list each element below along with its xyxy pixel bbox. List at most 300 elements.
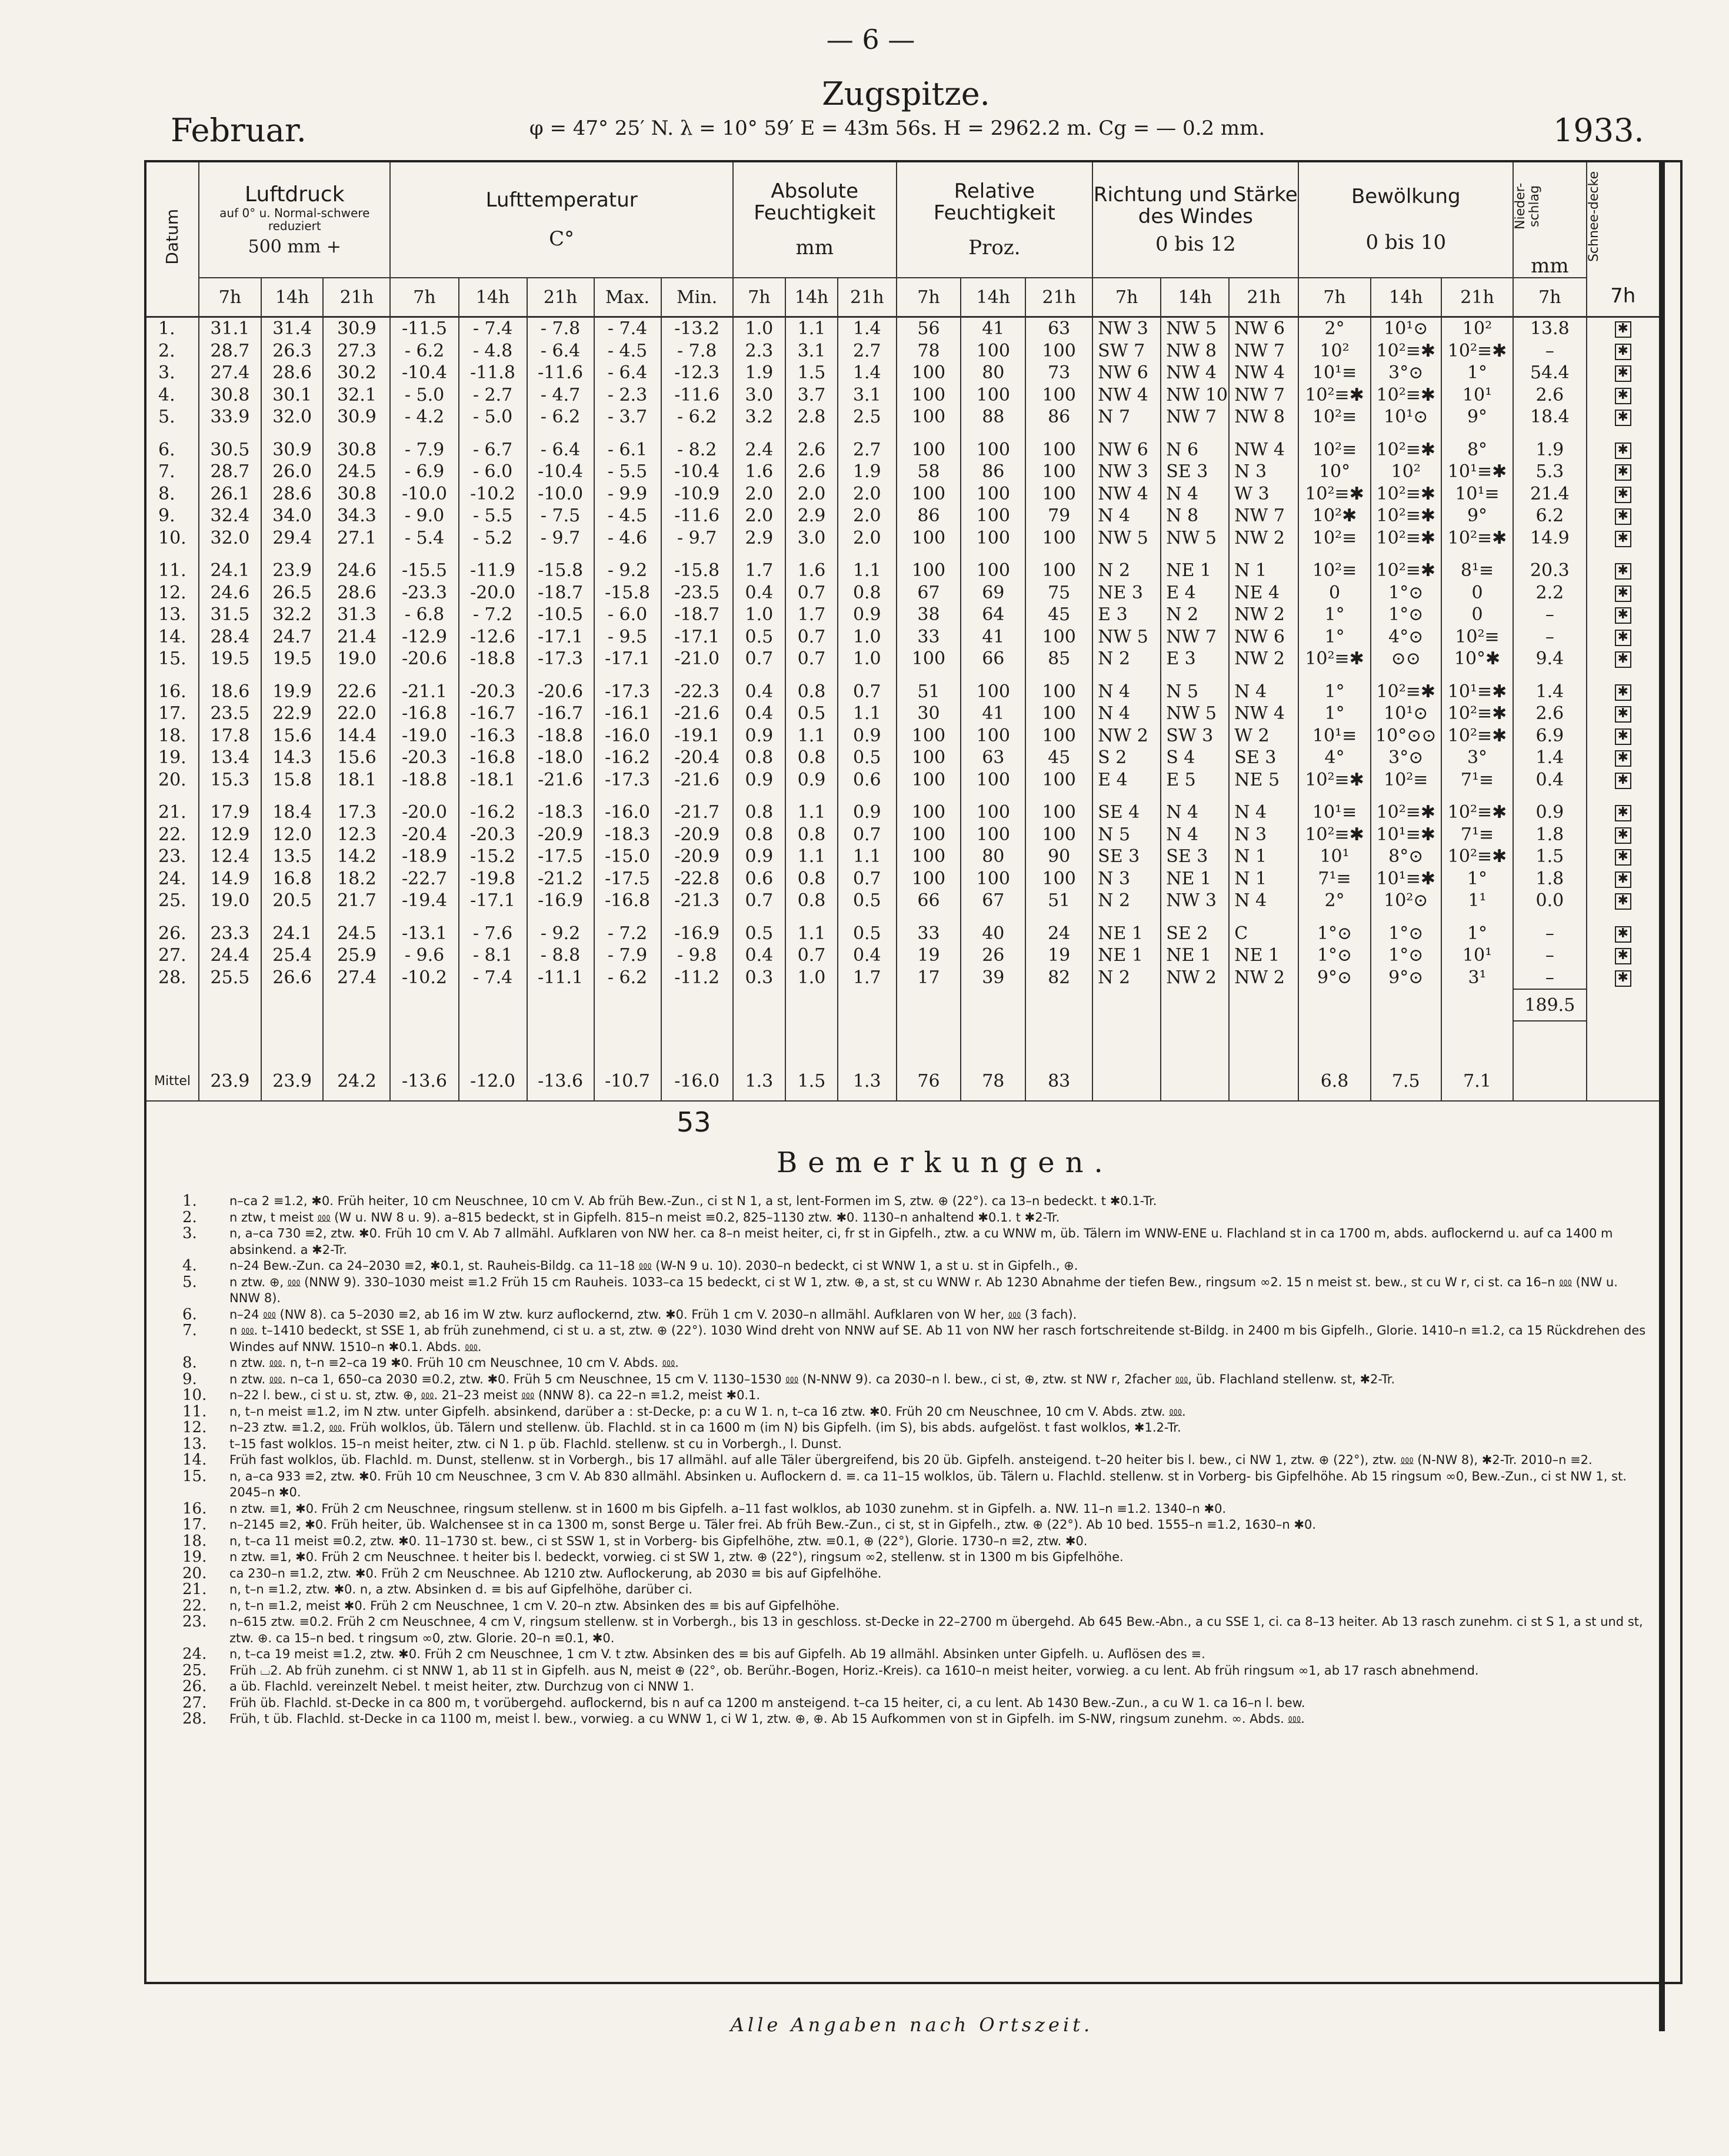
cell-snow <box>1587 769 1659 791</box>
cell-t14: -16.7 <box>459 703 527 725</box>
remark-text: n–22 l. bew., ci st u. st, ztw. ⊕, ⅏. 21–23 meist ⅏ (NNW 8). ca 22–n ≡1.2, meist ✱0.1. <box>229 1388 761 1402</box>
cell-t21: -15.8 <box>527 560 594 582</box>
cell-t14: -20.0 <box>459 582 527 604</box>
cell-t21: -11.1 <box>527 967 594 990</box>
cell-a14: 2.0 <box>785 483 838 505</box>
cell-t7: - 5.0 <box>390 384 458 407</box>
cell-c14: ⊙⊙ <box>1371 648 1441 670</box>
cell-p7: 28.7 <box>199 340 261 362</box>
cell-a7: 0.9 <box>733 725 785 747</box>
remark-text: n–ca 2 ≡1.2, ✱0. Früh heiter, 10 cm Neuschnee, 10 cm V. Ab früh Bew.-Zun., ci st N 1, a st, lent-Formen im S, ztw. ⊕ (22°). ca 13–n bedeckt. t ✱0.1-Tr. <box>229 1194 1157 1208</box>
cell-a21: 0.9 <box>838 801 896 824</box>
table-row <box>146 439 1659 461</box>
mittel-c7: 6.8 <box>1298 1062 1370 1101</box>
cell-p7: 30.8 <box>199 384 261 407</box>
cell-c21: 3¹ <box>1441 967 1513 990</box>
cell-t21: - 9.2 <box>527 923 594 945</box>
remark-day: 15. <box>182 1467 207 1485</box>
cell-p7: 13.4 <box>199 747 261 769</box>
cell-a21: 0.5 <box>838 890 896 912</box>
cell-a7: 2.4 <box>733 439 785 461</box>
cell-day: 26. <box>158 923 186 944</box>
cell-a21: 1.4 <box>838 317 896 340</box>
cell-p7: 24.1 <box>199 560 261 582</box>
cell-a14: 0.8 <box>785 890 838 912</box>
cell-a7: 0.4 <box>733 582 785 604</box>
cell-c14: 9°⊙ <box>1371 967 1441 990</box>
cell-w21: SE 3 <box>1229 747 1298 769</box>
cell-t7: -20.6 <box>390 648 458 670</box>
cell-p14: 29.4 <box>261 527 324 550</box>
cell-w7: NW 6 <box>1092 439 1161 461</box>
cell-t7: -22.7 <box>390 868 458 890</box>
cell-t14: -11.8 <box>459 362 527 384</box>
remark-text: Früh ⌴2. Ab früh zunehm. ci st NNW 1, ab 11 st in Gipfelh. aus N, meist ⊕ (22°, ob. Berühr.-Bogen, Horiz.-Kreis). ca 1610–n meist heiter, vorwieg. a cu lent. Ab früh ringsum ∞1, ab 17 rasch abnehmend. <box>229 1663 1479 1678</box>
cell-precip: 9.4 <box>1513 648 1586 670</box>
cell-c21: 0 <box>1441 604 1513 626</box>
cell-c7: 10¹≡ <box>1298 362 1370 384</box>
cell-c7: 1°⊙ <box>1298 944 1370 967</box>
remark-entry <box>182 1501 1647 1518</box>
cell-precip: 1.4 <box>1513 747 1586 769</box>
remark-day: 5. <box>182 1273 197 1291</box>
cell-r7: 100 <box>897 747 961 769</box>
cell-w21: NW 6 <box>1229 626 1298 648</box>
cell-w14: SE 3 <box>1161 461 1229 483</box>
cell-t21: -16.9 <box>527 890 594 912</box>
snow-cover-icon: ✱ <box>1615 442 1631 459</box>
cell-r14: 100 <box>961 868 1025 890</box>
cell-r21: 100 <box>1025 824 1092 846</box>
cell-snow <box>1587 483 1659 505</box>
cell-tmax: - 7.2 <box>594 923 661 945</box>
cell-tmax: -17.3 <box>594 681 661 703</box>
cell-tmax: -16.8 <box>594 890 661 912</box>
cell-precip: – <box>1513 340 1586 362</box>
cell-w14: N 6 <box>1161 439 1229 461</box>
remark-entry <box>182 1307 1647 1323</box>
cell-day: 3. <box>158 362 175 384</box>
cell-p14: 34.0 <box>261 505 324 527</box>
cell-p7: 14.9 <box>199 868 261 890</box>
cell-c21: 10²≡ <box>1441 626 1513 648</box>
cell-w21: NW 4 <box>1229 362 1298 384</box>
remark-text: n–24 ⅏ (NW 8). ca 5–2030 ≡2, ab 16 im W ztw. kurz auflockernd, ztw. ✱0. Früh 1 cm V. 2030–n allmähl. Aufklaren von W her, ⅏ (3 fach). <box>229 1307 1077 1322</box>
remark-day: 18. <box>182 1532 207 1550</box>
cell-t14: -18.8 <box>459 648 527 670</box>
mittel-t21: -13.6 <box>527 1062 594 1101</box>
snow-cover-icon: ✱ <box>1615 728 1631 745</box>
cell-t7: -12.9 <box>390 626 458 648</box>
cell-c14: 10¹⊙ <box>1371 317 1441 340</box>
cell-r7: 38 <box>897 604 961 626</box>
cell-w14: NW 5 <box>1161 317 1229 340</box>
cell-c7: 1°⊙ <box>1298 923 1370 945</box>
cell-day: 23. <box>158 846 186 867</box>
cell-tmin: -21.3 <box>661 890 733 912</box>
cell-c14: 10²≡✱ <box>1371 560 1441 582</box>
cell-empty <box>1371 989 1441 1021</box>
remark-day: 21. <box>182 1581 207 1598</box>
snow-cover-icon: ✱ <box>1615 365 1631 382</box>
cell-c14: 1°⊙ <box>1371 582 1441 604</box>
cell-t14: -20.3 <box>459 681 527 703</box>
snow-cover-icon: ✱ <box>1615 344 1631 360</box>
cell-c7: 10² <box>1298 340 1370 362</box>
cell-c7: 4° <box>1298 747 1370 769</box>
hour-7: 7h <box>897 278 961 317</box>
cell-t14: -19.8 <box>459 868 527 890</box>
cell-w21: N 1 <box>1229 560 1298 582</box>
cell-r7: 100 <box>897 483 961 505</box>
cell-p14: 16.8 <box>261 868 324 890</box>
cell-a21: 1.1 <box>838 846 896 868</box>
cell-c14: 10²≡✱ <box>1371 340 1441 362</box>
cell-w14: NW 3 <box>1161 890 1229 912</box>
cell-tmin: -21.6 <box>661 769 733 791</box>
table-row <box>146 944 1659 967</box>
table-row <box>146 461 1659 483</box>
cell-day: 19. <box>158 747 186 768</box>
cell-a14: 0.8 <box>785 681 838 703</box>
cell-r14: 86 <box>961 461 1025 483</box>
cell-t14: - 7.4 <box>459 967 527 990</box>
remark-day: 16. <box>182 1499 207 1518</box>
mittel-a21: 1.3 <box>838 1062 896 1101</box>
cell-c14: 10²≡✱ <box>1371 801 1441 824</box>
cell-p21: 21.4 <box>323 626 390 648</box>
cell-w14: SW 3 <box>1161 725 1229 747</box>
cell-r14: 100 <box>961 824 1025 846</box>
remark-entry <box>182 1695 1647 1712</box>
cell-day: 15. <box>158 648 186 670</box>
mittel-w7 <box>1092 1062 1161 1101</box>
cell-w21: NW 2 <box>1229 967 1298 990</box>
cell-w21: N 3 <box>1229 824 1298 846</box>
cell-a21: 0.8 <box>838 582 896 604</box>
cell-precip: 1.9 <box>1513 439 1586 461</box>
cell-t7: - 5.4 <box>390 527 458 550</box>
hour-14: 14h <box>961 278 1025 317</box>
cell-day: 20. <box>158 769 186 790</box>
cell-c14: 10²≡✱ <box>1371 505 1441 527</box>
cell-tmax: - 5.5 <box>594 461 661 483</box>
cell-a14: 3.0 <box>785 527 838 550</box>
table-row <box>146 317 1659 340</box>
cell-c7: 1° <box>1298 703 1370 725</box>
cell-w14: NW 5 <box>1161 703 1229 725</box>
remark-day: 7. <box>182 1322 197 1339</box>
cell-a21: 2.0 <box>838 527 896 550</box>
cell-snow <box>1587 681 1659 703</box>
cell-day: 28. <box>158 967 186 989</box>
cell-r7: 100 <box>897 648 961 670</box>
cell-empty <box>661 989 733 1021</box>
cell-p7: 31.1 <box>199 317 261 340</box>
cell-tmax: - 6.0 <box>594 604 661 626</box>
cell-p14: 18.4 <box>261 801 324 824</box>
table-row <box>146 703 1659 725</box>
cell-a14: 0.7 <box>785 626 838 648</box>
cell-w14: N 2 <box>1161 604 1229 626</box>
snow-cover-icon: ✱ <box>1615 948 1631 964</box>
cell-p21: 31.3 <box>323 604 390 626</box>
snow-cover-icon: ✱ <box>1615 464 1631 481</box>
remark-text: n ztw. ⅏. n, t–n ≡2–ca 19 ✱0. Früh 10 cm Neuschnee, 10 cm V. Abds. ⅏. <box>229 1356 679 1370</box>
cell-precip: 2.6 <box>1513 703 1586 725</box>
table-row <box>146 384 1659 407</box>
cell-empty <box>1298 989 1370 1021</box>
cell-p7: 18.6 <box>199 681 261 703</box>
cell-precip: 18.4 <box>1513 406 1586 428</box>
cell-a7: 2.9 <box>733 527 785 550</box>
cell-tmax: -17.1 <box>594 648 661 670</box>
cell-p7: 24.6 <box>199 582 261 604</box>
cell-snow <box>1587 527 1659 550</box>
cell-a14: 0.7 <box>785 582 838 604</box>
cell-tmin: -23.5 <box>661 582 733 604</box>
cell-w21: NE 5 <box>1229 769 1298 791</box>
cell-w7: NW 6 <box>1092 362 1161 384</box>
cell-c21: 10¹≡✱ <box>1441 461 1513 483</box>
cell-p7: 33.9 <box>199 406 261 428</box>
cell-p14: 15.6 <box>261 725 324 747</box>
cell-a21: 1.4 <box>838 362 896 384</box>
cell-p21: 24.5 <box>323 461 390 483</box>
cell-precip: 2.2 <box>1513 582 1586 604</box>
table-row <box>146 340 1659 362</box>
cell-precip: 1.8 <box>1513 824 1586 846</box>
snow-cover-icon: ✱ <box>1615 388 1631 404</box>
cell-a7: 1.0 <box>733 604 785 626</box>
cell-p21: 18.2 <box>323 868 390 890</box>
cell-empty <box>961 989 1025 1021</box>
remarks-list <box>182 1193 1647 1728</box>
table-row <box>146 846 1659 868</box>
remark-entry <box>182 1452 1647 1469</box>
cell-c14: 10¹≡✱ <box>1371 868 1441 890</box>
table-row <box>146 527 1659 550</box>
cell-r21: 100 <box>1025 725 1092 747</box>
cell-day: 24. <box>158 868 186 889</box>
cell-t14: - 2.7 <box>459 384 527 407</box>
hour-21: 21h <box>527 278 594 317</box>
cell-c7: 9°⊙ <box>1298 967 1370 990</box>
luftdruck-header: Luftdruck auf 0° u. Normal-schwere reduziert 500 mm + <box>199 162 390 278</box>
cell-w7: N 4 <box>1092 505 1161 527</box>
cell-w7: NE 1 <box>1092 944 1161 967</box>
cell-c14: 8°⊙ <box>1371 846 1441 868</box>
cell-r21: 100 <box>1025 868 1092 890</box>
cell-tmin: -16.9 <box>661 923 733 945</box>
cell-a14: 0.8 <box>785 747 838 769</box>
remark-text: n ⅏. t–1410 bedeckt, st SSE 1, ab früh zunehmend, ci st u. a st, ztw. ⊕ (22°). 1030 Wind dreht von NNW auf SE. Ab 11 von NW her rasch fortschreitende st-Bildg. in 2400 m bis Gipfelh., Glorie. 1410–n ≡1.2, ca 15 Rückdrehen des Windes auf NNW. 1510–n ✱0.1. Abds. ⅏. <box>229 1323 1646 1354</box>
hour-14: 14h <box>785 278 838 317</box>
cell-a7: 0.6 <box>733 868 785 890</box>
cell-c21: 10²≡✱ <box>1441 725 1513 747</box>
mittel-c14: 7.5 <box>1371 1062 1441 1101</box>
cell-r14: 100 <box>961 384 1025 407</box>
table-row <box>146 923 1659 945</box>
hour-21: 21h <box>1441 278 1513 317</box>
cell-snow <box>1587 747 1659 769</box>
cell-t21: -21.2 <box>527 868 594 890</box>
remark-entry <box>182 1388 1647 1404</box>
remark-text: n–23 ztw. ≡1.2, ⅏. Früh wolklos, üb. Tälern und stellenw. üb. Flachld. st in ca 1600 m (im N) bis Gipfelh. (im S), bis abds. aufgelöst. t fast wolklos, ✱1.2-Tr. <box>229 1420 1181 1435</box>
cell-t14: - 7.4 <box>459 317 527 340</box>
cell-snow <box>1587 461 1659 483</box>
cell-precip: 6.9 <box>1513 725 1586 747</box>
cell-t21: - 9.7 <box>527 527 594 550</box>
cell-snow <box>1587 505 1659 527</box>
snow-cover-icon: ✱ <box>1615 773 1631 789</box>
cell-a7: 2.3 <box>733 340 785 362</box>
cell-p7: 12.9 <box>199 824 261 846</box>
cell-a14: 3.7 <box>785 384 838 407</box>
cell-p7: 28.4 <box>199 626 261 648</box>
cell-r7: 100 <box>897 527 961 550</box>
cell-r21: 82 <box>1025 967 1092 990</box>
cell-c21: 10²≡✱ <box>1441 340 1513 362</box>
remark-day: 14. <box>182 1451 207 1469</box>
snow-cover-icon: ✱ <box>1615 607 1631 624</box>
table-row <box>146 582 1659 604</box>
cell-w21: N 3 <box>1229 461 1298 483</box>
cell-snow <box>1587 317 1659 340</box>
cell-w21: W 2 <box>1229 725 1298 747</box>
cell-t7: -10.2 <box>390 967 458 990</box>
cell-r21: 86 <box>1025 406 1092 428</box>
cell-tmin: -13.2 <box>661 317 733 340</box>
cell-c21: 10°✱ <box>1441 648 1513 670</box>
cell-p21: 27.3 <box>323 340 390 362</box>
cell-r14: 26 <box>961 944 1025 967</box>
cell-precip: 21.4 <box>1513 483 1586 505</box>
cell-r14: 64 <box>961 604 1025 626</box>
cell-w21: N 4 <box>1229 681 1298 703</box>
cell-tmax: - 6.4 <box>594 362 661 384</box>
cell-w7: S 2 <box>1092 747 1161 769</box>
cell-a14: 1.1 <box>785 923 838 945</box>
cell-w21: NW 7 <box>1229 384 1298 407</box>
hour-14: 14h <box>261 278 324 317</box>
cell-tmin: -20.9 <box>661 846 733 868</box>
cell-a7: 1.0 <box>733 317 785 340</box>
hour-7: 7h <box>1092 278 1161 317</box>
cell-w7: NW 3 <box>1092 461 1161 483</box>
remark-entry <box>182 1275 1647 1307</box>
cell-p14: 30.9 <box>261 439 324 461</box>
cell-t14: -15.2 <box>459 846 527 868</box>
cell-p14: 20.5 <box>261 890 324 912</box>
cell-w7: SW 7 <box>1092 340 1161 362</box>
cell-snow <box>1587 725 1659 747</box>
rel-feuchtigkeit-header: Relative Feuchtigkeit Proz. <box>897 162 1093 278</box>
cell-p21: 30.8 <box>323 439 390 461</box>
cell-tmin: -19.1 <box>661 725 733 747</box>
cell-tmin: - 9.8 <box>661 944 733 967</box>
cell-r7: 30 <box>897 703 961 725</box>
cell-p21: 21.7 <box>323 890 390 912</box>
cell-a14: 0.8 <box>785 824 838 846</box>
cell-r7: 100 <box>897 439 961 461</box>
cell-t14: -18.1 <box>459 769 527 791</box>
cell-a21: 0.7 <box>838 824 896 846</box>
remark-text: ca 230–n ≡1.2, ztw. ✱0. Früh 2 cm Neuschnee. Ab 1210 ztw. Auflockerung, ab 2030 ≡ bis auf Gipfelhöhe. <box>229 1566 882 1581</box>
cell-empty <box>838 989 896 1021</box>
cell-p21: 34.3 <box>323 505 390 527</box>
cell-c7: 10²≡ <box>1298 406 1370 428</box>
snow-cover-icon: ✱ <box>1615 508 1631 525</box>
cell-empty <box>199 989 261 1021</box>
cell-r21: 100 <box>1025 527 1092 550</box>
cell-t21: - 6.4 <box>527 439 594 461</box>
cell-p21: 30.2 <box>323 362 390 384</box>
cell-precip: – <box>1513 944 1586 967</box>
cell-w21: NE 4 <box>1229 582 1298 604</box>
cell-tmin: -22.8 <box>661 868 733 890</box>
cell-c21: 10¹≡✱ <box>1441 681 1513 703</box>
cell-t14: - 4.8 <box>459 340 527 362</box>
cell-c14: 3°⊙ <box>1371 362 1441 384</box>
cell-empty <box>1161 989 1229 1021</box>
cell-w14: E 3 <box>1161 648 1229 670</box>
cell-day: 8. <box>158 483 175 504</box>
cell-a21: 1.0 <box>838 626 896 648</box>
cell-t14: - 8.1 <box>459 944 527 967</box>
cell-p21: 22.6 <box>323 681 390 703</box>
cell-c14: 10²⊙ <box>1371 890 1441 912</box>
cell-w14: NW 10 <box>1161 384 1229 407</box>
cell-p7: 24.4 <box>199 944 261 967</box>
cell-snow <box>1587 648 1659 670</box>
station-title: Zugspitze. <box>822 75 990 112</box>
cell-a14: 1.6 <box>785 560 838 582</box>
cell-r7: 86 <box>897 505 961 527</box>
cell-p7: 25.5 <box>199 967 261 990</box>
remark-day: 4. <box>182 1257 197 1275</box>
cell-r14: 100 <box>961 801 1025 824</box>
cell-snow <box>1587 439 1659 461</box>
cell-r7: 100 <box>897 406 961 428</box>
cell-p14: 24.7 <box>261 626 324 648</box>
cell-c21: 10¹ <box>1441 384 1513 407</box>
cell-c14: 3°⊙ <box>1371 747 1441 769</box>
cell-c14: 1°⊙ <box>1371 923 1441 945</box>
cell-snow <box>1587 626 1659 648</box>
cell-precip: 54.4 <box>1513 362 1586 384</box>
cell-w21: C <box>1229 923 1298 945</box>
mittel-tmin: -16.0 <box>661 1062 733 1101</box>
observation-rows <box>146 317 1659 1143</box>
cell-precip: – <box>1513 923 1586 945</box>
hour-21: 21h <box>1229 278 1298 317</box>
handwritten-note: 53 <box>677 1106 711 1138</box>
cell-a21: 2.5 <box>838 406 896 428</box>
cell-a7: 1.6 <box>733 461 785 483</box>
cell-t21: -20.9 <box>527 824 594 846</box>
cell-p21: 28.6 <box>323 582 390 604</box>
cell-t21: - 6.2 <box>527 406 594 428</box>
remark-day: 17. <box>182 1516 207 1533</box>
cell-a7: 3.0 <box>733 384 785 407</box>
snow-cover-icon: ✱ <box>1615 410 1631 426</box>
cell-p21: 12.3 <box>323 824 390 846</box>
cell-r7: 56 <box>897 317 961 340</box>
table-row <box>146 648 1659 670</box>
remark-entry <box>182 1549 1647 1566</box>
cell-c7: 1° <box>1298 681 1370 703</box>
